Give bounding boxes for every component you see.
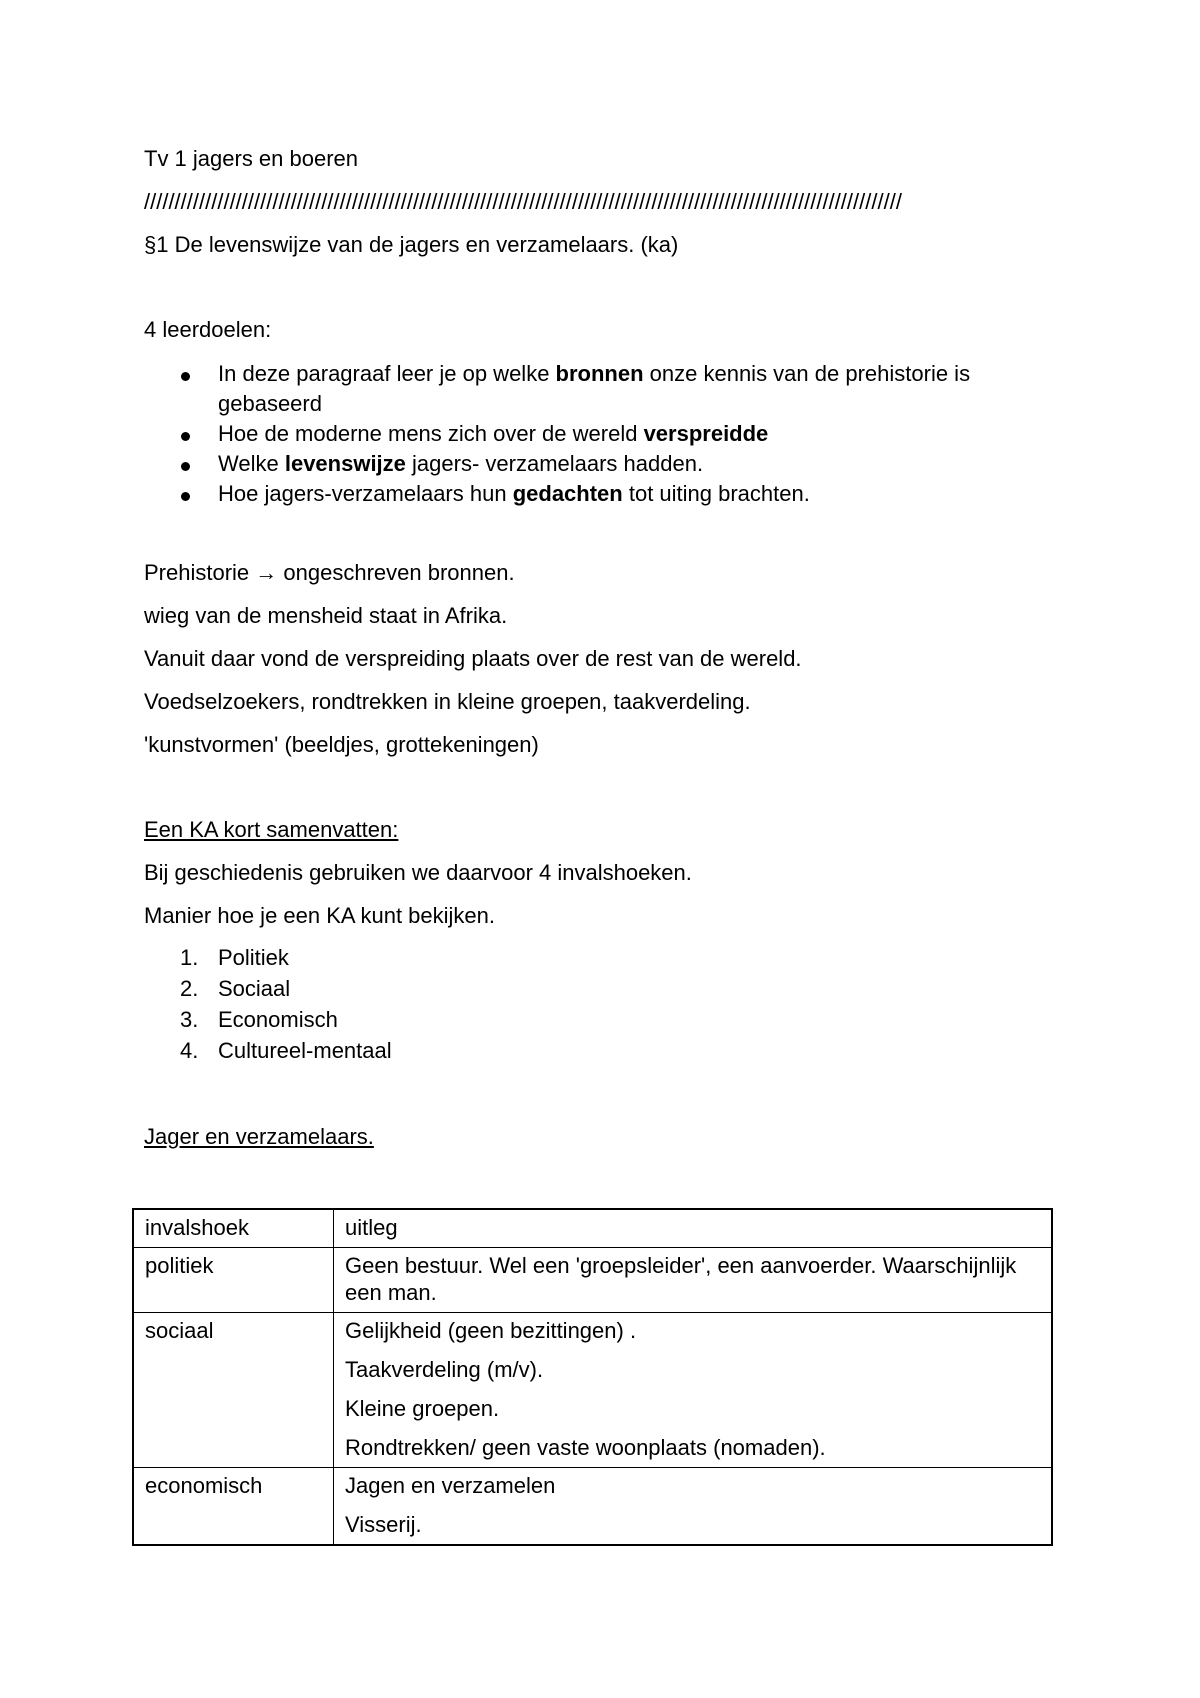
list-item: 2. Sociaal: [180, 976, 291, 1001]
bullet-icon: [181, 432, 190, 441]
table-cell-angle: sociaal: [133, 1313, 334, 1468]
table-cell-angle: politiek: [133, 1248, 334, 1313]
section-heading: Jager en verzamelaars.: [144, 1124, 374, 1149]
table-header-cell: uitleg: [334, 1209, 1053, 1248]
table-row: [133, 1248, 1052, 1313]
note-line: Vanuit daar vond de verspreiding plaats over de rest van de wereld.: [144, 646, 802, 671]
angles-table: [132, 1208, 1053, 1546]
angles-list: [144, 942, 392, 1066]
table-row: [133, 1313, 1052, 1468]
table-header-row: [133, 1209, 1052, 1248]
list-item: 1. Politiek: [180, 945, 289, 970]
goals-list: [144, 359, 1074, 509]
prehistory-note: Prehistorie → ongeschreven bronnen.: [144, 560, 515, 585]
summary-line: Bij geschiedenis gebruiken we daarvoor 4 invalshoeken.: [144, 860, 692, 885]
table-row: [133, 1468, 1052, 1546]
paragraph-heading: §1 De levenswijze van de jagers en verzamelaars. (ka): [144, 232, 679, 257]
goals-label: 4 leerdoelen:: [144, 317, 272, 342]
table-header-cell: invalshoek: [133, 1209, 334, 1248]
summary-line: Manier hoe je een KA kunt bekijken.: [144, 903, 496, 928]
table-cell-explanation: Jagen en verzamelen Visserij.: [334, 1468, 1053, 1546]
list-item: 4. Cultureel-mentaal: [180, 1038, 392, 1063]
document-title: Tv 1 jagers en boeren: [144, 146, 359, 171]
table-cell-explanation: Gelijkheid (geen bezittingen) . Taakverdeling (m/v). Kleine groepen. Rondtrekken/ geen vaste woonplaats (nomaden).: [334, 1313, 1053, 1468]
list-item: 3. Economisch: [180, 1007, 338, 1032]
bullet-icon: [181, 372, 190, 381]
divider-line: ////////////////////////////////////////////////////////////////////////////////////////////////////////////////////////////: [144, 189, 902, 214]
bullet-icon: [181, 492, 190, 501]
arrow-right-icon: →: [255, 560, 278, 585]
note-line: 'kunstvormen' (beeldjes, grottekeningen): [144, 732, 539, 757]
list-item: Welke levenswijze jagers- verzamelaars hadden.: [144, 449, 1074, 479]
table-cell-angle: economisch: [133, 1468, 334, 1546]
bullet-icon: [181, 462, 190, 471]
table-cell-explanation: Geen bestuur. Wel een 'groepsleider', een aanvoerder. Waarschijnlijk een man.: [334, 1248, 1053, 1313]
note-line: Voedselzoekers, rondtrekken in kleine groepen, taakverdeling.: [144, 689, 751, 714]
note-line: wieg van de mensheid staat in Afrika.: [144, 603, 508, 628]
list-item: In deze paragraaf leer je op welke bronnen onze kennis van de prehistorie is gebaseerd: [144, 359, 1074, 419]
summary-heading: Een KA kort samenvatten:: [144, 817, 399, 842]
list-item: Hoe jagers-verzamelaars hun gedachten tot uiting brachten.: [144, 479, 1074, 509]
list-item: Hoe de moderne mens zich over de wereld verspreidde: [144, 419, 1074, 449]
